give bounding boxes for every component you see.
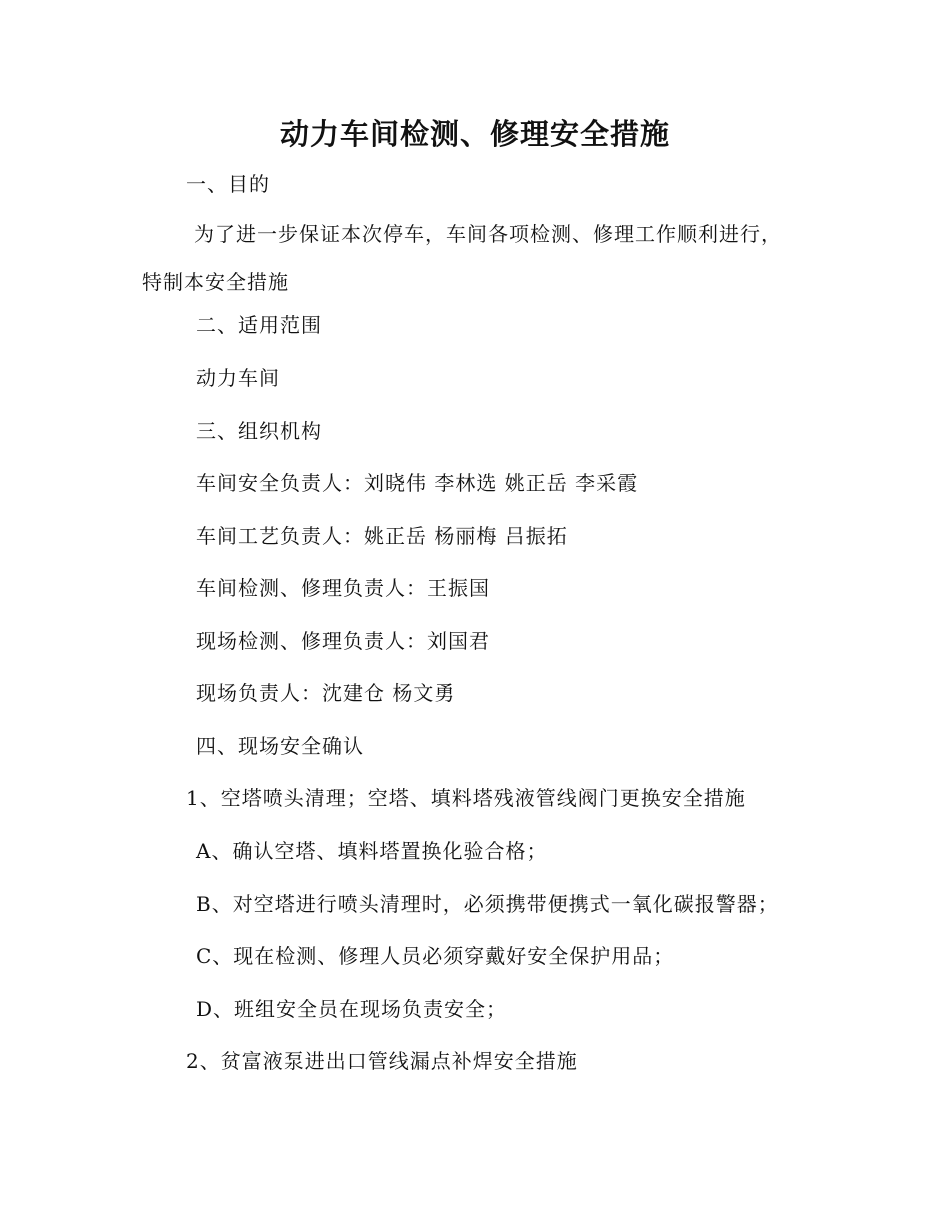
list-item-1: 1、空塔喷头清理；空塔、填料塔残液管线阀门更换安全措施	[186, 786, 746, 810]
section-heading-site-safety: 四、现场安全确认	[196, 734, 364, 758]
safety-leads-line: 车间安全负责人：刘晓伟 李林选 姚正岳 李采霞	[196, 471, 639, 495]
list-item-1a: A、确认空塔、填料塔置换化验合格；	[196, 839, 548, 863]
scope-text: 动力车间	[196, 366, 280, 390]
section-heading-organization: 三、组织机构	[196, 419, 322, 443]
maintenance-lead-line: 车间检测、修理负责人：王振国	[196, 576, 490, 600]
site-maintenance-lead-line: 现场检测、修理负责人：刘国君	[196, 629, 490, 653]
list-item-2: 2、贫富液泵进出口管线漏点补焊安全措施	[186, 1049, 578, 1073]
site-leads-line: 现场负责人：沈建仓 杨文勇	[196, 681, 456, 705]
list-item-1d: D、班组安全员在现场负责安全；	[196, 997, 508, 1021]
section-heading-scope: 二、适用范围	[196, 313, 322, 337]
process-leads-line: 车间工艺负责人：姚正岳 杨丽梅 吕振拓	[196, 524, 568, 548]
document-title: 动力车间检测、修理安全措施	[279, 117, 670, 151]
purpose-paragraph: 为了进一步保证本次停车，车间各项检测、修理工作顺利进行，特制本安全措施	[142, 222, 782, 294]
list-item-1b: B、对空塔进行喷头清理时，必须携带便携式一氧化碳报警器；	[196, 892, 779, 916]
section-heading-purpose: 一、目的	[186, 172, 270, 196]
list-item-1c: C、现在检测、修理人员必须穿戴好安全保护用品；	[196, 944, 675, 968]
